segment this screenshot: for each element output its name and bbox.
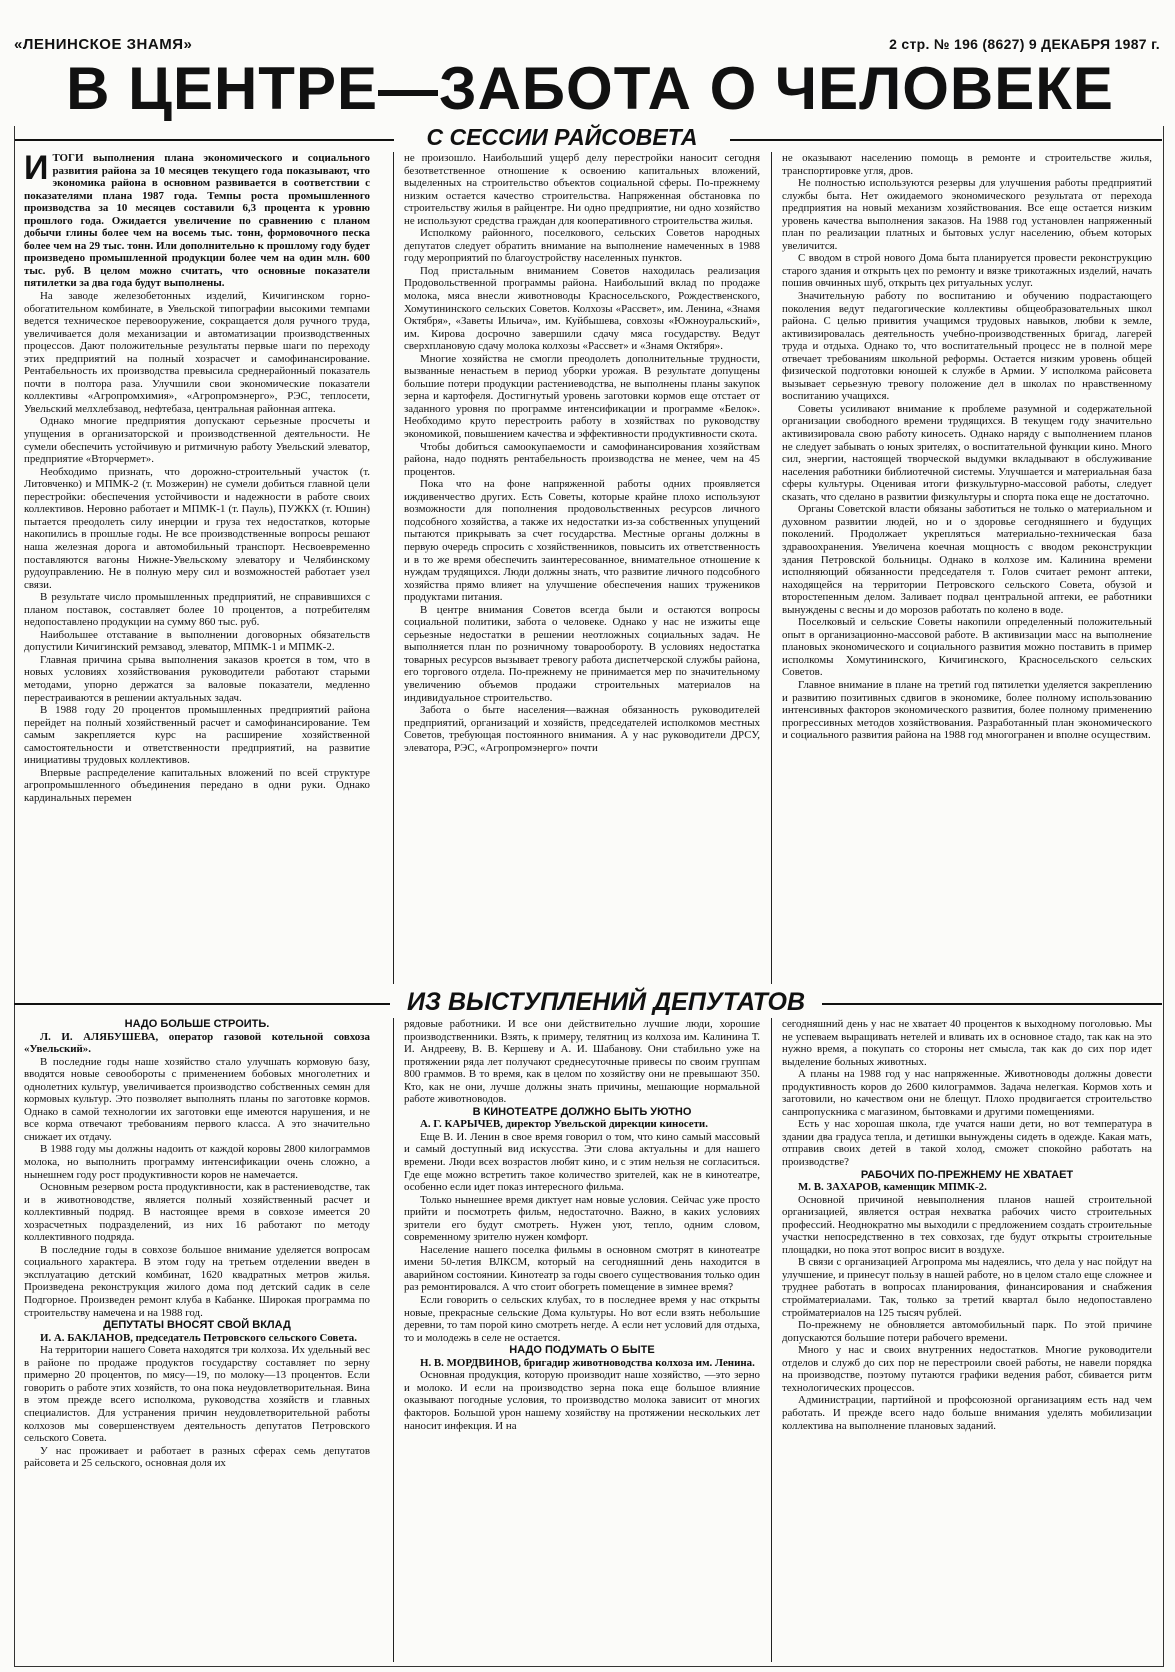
paragraph: не оказывают населению помощь в ремонте и строительстве жилья, транспортировке угля, дров.	[782, 152, 1152, 177]
paragraph: На территории нашего Совета находятся три колхоза. Их удельный вес в районе по продаже продуктов государству составляет по зерну примерно 20 процентов, по мясу—19, по молоку—13 процентов. Если говорить о работе этих хозяйств, то она пока неудовлетворительная. Вина в этом прежде всего исполкома, руководства хозяйств и главных специалистов. Для устранения причин неудовлетворительной работы колхозов мы совершенствуем деятельность депутатов Петровского сельского Совета.	[24, 1344, 370, 1445]
paragraph: Значительную работу по воспитанию и обучению подрастающего поколения ведут педагогические коллективы общеобразовательных школ района. С целью привития учащимся трудовых навыков, любви к земле, активизировалась деятельность учебно-производственных бригад, лагерей труда и отдыха. Однако то, что воспитательный процесс не в полной мере отвечает требованиям школьной реформы. Остается низким уровень общей физической подготовки юношей к службе в Армии. У исполкома райсовета вызывает серьезную тревогу положение дел в школах по нравственному воспитанию учащихся.	[782, 290, 1152, 403]
column-divider	[393, 1018, 394, 1662]
page-headline: В ЦЕНТРЕ—ЗАБОТА О ЧЕЛОВЕКЕ	[66, 55, 1114, 122]
paragraph: Главное внимание в плане на третий год пятилетки уделяется закреплению и развитию позитивных сдвигов в экономике, более полному использованию интенсивных факторов экономического развития, более полному применению прогрессивных методов хозяйствования. Разработанный план экономического и социального развития района на 1988 год многогранен и вполне осуществим.	[782, 678, 1152, 742]
paragraph: Наибольшее отставание в выполнении договорных обязательств допустили Кичигинский ремзавод, элеватор, МПМК-1 и МПМК-2.	[24, 628, 370, 654]
paragraph: В 1988 году мы должны надоить от каждой коровы 2800 килограммов молока, но выполнить программу интенсификации очень сложно, а нынешнем году рост продуктивности коров не намечается.	[24, 1143, 370, 1181]
speaker-byline: Л. И. АЛЯБУШЕВА, оператор газовой котельной совхоза «Увельский».	[24, 1030, 370, 1056]
paragraph: сегодняшний день у нас не хватает 40 процентов к выходному поголовью. Мы не успеваем выращивать нетелей и вливать их в основное стадо, так как на это нужно время, а покупать со стороны нет смысла, так как до сих пор идет выделение больных животных.	[782, 1018, 1152, 1068]
paragraph: Забота о быте населения—важная обязанность руководителей предприятий, организаций и хозяйств, председателей исполкомов местных Советов, требующая постоянного внимания. А у нас руководители ДРСУ, элеватора, РЭС, «Агропромэнерго» почти	[404, 704, 760, 754]
column-divider	[393, 152, 394, 984]
rubric-session: С СЕССИИ РАЙСОВЕТА	[426, 124, 698, 150]
session-column-2	[404, 152, 760, 984]
subheading: НАДО ПОДУМАТЬ О БЫТЕ	[509, 1344, 655, 1357]
paragraph: Основным резервом роста продуктивности, как в растениеводстве, так и в животноводстве, является полный хозяйственный расчет и коллективный подряд. В настоящее время в совхозе имеется 20 хозрасчетных подразделений, из них 16 работают по методу коллективного подряда.	[24, 1181, 370, 1244]
column-divider	[771, 1018, 772, 1662]
paragraph: Много у нас и своих внутренних недостатков. Многие руководители отделов и служб до сих пор не перестроили своей работы, не навели порядка на производстве, поэтому путаются графики ведения работ, сбивается ритм технологических процессов.	[782, 1344, 1152, 1394]
speaker-byline: И. А. БАКЛАНОВ, председатель Петровского сельского Совета.	[40, 1331, 357, 1344]
paragraph: В результате число промышленных предприятий, не справившихся с планом поставок, составляет более 10 процентов, а потребителям недопоставлено продукции на сумму 860 тыс. руб.	[24, 591, 370, 629]
paragraph: Поселковый и сельские Советы накопили определенный положительный опыт в организационно-массовой работе. В активизации масс на выполнение плановых экономического и социального развития можно поставить в пример исполкомы Хомутининского, Кичигинского, Красносельского сельских Советов.	[782, 616, 1152, 679]
speaker-byline: А. Г. КАРЫЧЕВ, директор Увельской дирекции киносети.	[420, 1118, 708, 1131]
paragraph: На заводе железобетонных изделий, Кичигинском горно-обогатительном комбинате, в Увельской типографии высокими темпами ведется техническое перевооружение, сокращается доля ручного труда, увеличивается доля механизации и автоматизации производственных процессов. Дают положительные результаты первые шаги по переходу этих предприятий на полный хозрасчет и самофинансирование. Рентабельность их производства превысила среднерайонный показатель почти в полтора раза. Улучшили свои экономические показатели коллективы «Агропромхимия», «Агропромэнерго», РЭС, теплосети, Увельский мелхлебзавод, нефтебаза, центральная районная аптека.	[24, 290, 370, 415]
paragraph: Чтобы добиться самоокупаемости и самофинансирования хозяйствам района, надо поднять рентабельность производства не менее, чем на 45 процентов.	[404, 440, 760, 478]
session-column-3	[782, 152, 1152, 984]
paragraph: Впервые распределение капитальных вложений по всей структуре агропромышленного объединения передано в одни руки. Однако кардинальных перемен	[24, 766, 370, 804]
paragraph: Под пристальным вниманием Советов находилась реализация Продовольственной программы района. Наибольший вклад по продаже молока, мяса внесли животноводы Красносельского, Рождественского, Хомутининского сельских Советов. Колхозы «Рассвет», им. Ленина, «Знамя Октября», «Заветы Ильича», им. Куйбышева, совхозы «Южноуральский», им. Кирова досрочно завершили сдачу мяса государству. Ведут сверхплановую сдачу молока колхозы «Рассвет» и «Знамя Октября».	[404, 264, 760, 353]
paragraph: А планы на 1988 год у нас напряженные. Животноводы должны довести продуктивность коров до 2600 килограммов. Задача нелегкая. Кормов хоть и заготовили, но качеством они не блещут. Плохо продвигается строительство санпропускника с магазином, бытовками и другими помещениями.	[782, 1068, 1152, 1118]
subheading: В КИНОТЕАТРЕ ДОЛЖНО БЫТЬ УЮТНО	[472, 1105, 692, 1118]
paragraph: Необходимо признать, что дорожно-строительный участок (т. Литовченко) и МПМК-2 (т. Мозжерин) не сумели добиться главной цели перестройки: обеспечения устойчивости и надежности в работе своих коллективов. Неровно работает и МПМК-1 (т. Пауль), ПУЖКХ (т. Юшин) пытается преодолеть силу инерции и груза тех недостатков, которые накопились в прошлые годы. Не все производственные вопросы решают наша железная дорога и автомобильный транспорт. Несвоевременно поставляются вагоны Нижне-Увельскому элеватору и Челябинскому рудоуправлению. Не в полную меру сил и возможностей работает узел связи.	[24, 465, 370, 591]
paragraph: Главная причина срыва выполнения заказов кроется в том, что в новых условиях хозяйствования руководители работают старыми методами, упорно держатся за валовые показатели, медленно перестраиваются в решении актуальных задач.	[24, 653, 370, 704]
rubric-rule-right	[822, 1003, 1162, 1005]
session-column-1	[24, 152, 370, 984]
subheading: НАДО БОЛЬШЕ СТРОИТЬ.	[124, 1018, 270, 1030]
paragraph: Население нашего поселка фильмы в основном смотрят в кинотеатре имени 50-летия ВЛКСМ, который на сегодняшний день находится в аварийном состоянии. Кинотеатр за годы своего существования только один раз ремонтировался. А что стоит обогреть помещение в зимнее время?	[404, 1243, 760, 1294]
paragraph: Администрации, партийной и профсоюзной организациям есть над чем работать. И прежде всего надо больше внимания уделять мобилизации коллектива на выполнение плановых заданий.	[782, 1394, 1152, 1432]
lead-paragraph: ИТОГИ выполнения плана экономического и социального развития района за 10 месяцев текущего года показывают, что экономика района в основном развивается в соответствии с показателями плана 1987 года. Темпы роста промышленного производства за 10 месяцев составили 6,3 процента к уровню прошлого года. Ожидается увеличение по сравнению с планом добычи глины более чем на восемь тыс. тонн, формовочного песка более чем на 29 тыс. тонн. Или дополнительно к прошлому году будет произведено промышленной продукции более чем на один млн. 600 тыс. руб. В целом можно считать, что основные показатели пятилетки за два года будут выполнены.	[24, 152, 370, 290]
paragraph: Исполкому районного, поселкового, сельских Советов народных депутатов следует обратить внимание на выполнение намеченных в 1988 году мероприятий по благоустройству населенных пунктов.	[404, 227, 760, 265]
rubric-deputies: ИЗ ВЫСТУПЛЕНИЙ ДЕПУТАТОВ	[406, 988, 806, 1016]
paragraph: Основной причиной невыполнения планов нашей строительной организацией, является острая нехватка рабочих чисто строительных профессий. Неоднократно мы выходили с предложением создать строительные участки непосредственно в тех совхозах, где будут открыты строительные площадки, но пока этот вопрос висит в воздухе.	[782, 1193, 1152, 1256]
paragraph: Советы усиливают внимание к проблеме разумной и содержательной организации свободного времени трудящихся. В текущем году значительно активизировала свою работу киносеть. Однако наряду с выполнением планов не следует забывать о юных зрителях, о воспитательной функции кино. Много сил, энергии, настоящей творческой выдумки вкладывают в обслуживание населения работники библиотечной системы. Улучшается и материальная база сферы культуры. Оценивая итоги физкультурно-массовой работы, следует сказать, что сделано в развитии физкультуры и спорта пока еще не достаточно.	[782, 402, 1152, 503]
dropcap: И	[24, 152, 49, 187]
speaker-byline: М. В. ЗАХАРОВ, каменщик МПМК-2.	[798, 1181, 987, 1194]
paragraph: Многие хозяйства не смогли преодолеть дополнительные трудности, вызванные ненастьем в период уборки урожая. В результате допущены большие потери продукции растениеводства, не выполнены планы закупок зерна и картофеля. Достигнутый уровень заготовки кормов еще отстает от заданного уровня по программе интенсификации и программе «Белок». Необходимо круто перестроить работу в хозяйствах по руководству экономикой, повышением качества и эффективности продуктивности скота.	[404, 352, 760, 441]
newspaper-name: «ЛЕНИНСКОЕ ЗНАМЯ»	[14, 36, 193, 53]
paragraph: Основная продукция, которую производит наше хозяйство, —это зерно и молоко. И если на производство зерна пока еще большое влияние оказывают погодные условия, то производство молока зависит от многих факторов. Большой урон нашему хозяйству на протяжении нескольких лет наносит инфекция. И на	[404, 1369, 760, 1432]
paragraph: рядовые работники. И все они действительно лучшие люди, хорошие производственники. Взять, к примеру, телятниц из колхоза им. Калинина Т. И. Андрееву, В. В. Кершеву и А. И. Шабанову. Они стабильно уже на протяжении ряда лет получают среднесуточные привесы по своим группам 800 граммов. В то время, как в целом по хозяйству они не превышают 350. Кто, как не они, лучше должны знать причины, мешающие нормальной работе животноводов.	[404, 1018, 760, 1106]
speaker-byline: Н. В. МОРДВИНОВ, бригадир животноводства колхоза им. Ленина.	[420, 1356, 755, 1369]
paragraph: В последние годы наше хозяйство стало улучшать кормовую базу, вводятся новые севообороты с применением бобовых многолетних и однолетних культур, увеличивается производство собственных семян для кормовых культур. Это позволяет выполнять планы по заготовке кормов. Однако в самой технологии их заготовки еще имеются нарушения, и не все корма отвечают требованиям первого класса. А это значительно снижает их отдачу.	[24, 1055, 370, 1143]
paragraph: В 1988 году 20 процентов промышленных предприятий района перейдет на полный хозяйственный расчет и самофинансирование. Тем самым закрепляется курс на расширение хозяйственной самостоятельности и ответственности предприятий, на развитие инициативы трудовых коллективов.	[24, 704, 370, 767]
paragraph: Не полностью используются резервы для улучшения работы предприятий службы быта. Нет ожидаемого экономического результата от перехода предприятия на новый механизм хозяйствования. Все еще остается низким уровень качества выполнения заказов. На 1988 год установлен напряженный план по реализации платных и бытовых услуг населению, объем которых увеличится.	[782, 177, 1152, 252]
issue-info: 2 стр. № 196 (8627) 9 ДЕКАБРЯ 1987 г.	[889, 36, 1160, 52]
paragraph: Только нынешнее время диктует нам новые условия. Сейчас уже просто прийти и посмотреть фильм, недостаточно. Важно, в каких условиях зрители его будут смотреть. Нужен уют, тепло, одним словом, современному зрителю нужен комфорт.	[404, 1193, 760, 1244]
paragraph: Однако многие предприятия допускают серьезные просчеты и упущения в организаторской и производственной деятельности. Не сумели обеспечить устойчивую и ритмичную работу Увельский элеватор, предприятие «Вторчермет».	[24, 415, 370, 466]
paragraph: Пока что на фоне напряженной работы одних проявляется иждивенчество других. Есть Советы, которые крайне плохо используют возможности для пополнения продовольственных ресурсов личного подсобного хозяйства, а также их недостатки из-за собственных упущений пытаются прикрывать за счет государства. Местные органы должны в первую очередь спросить с хозяйственников, повысить их ответственность и в то же время обеспечить заинтересованное, внимательное отношение к нуждам трудящихся. Люди должны знать, что развитие личного подсобного хозяйства прямо влияет на улучшение обеспечения наших тружеников продуктами питания.	[404, 478, 760, 604]
paragraph: Если говорить о сельских клубах, то в последнее время у нас открыты новые, прекрасные сельские Дома культуры. Но вот если взять небольшие деревни, то там порой кино смотреть негде. А если нет условий для отдыха, то и молодежь в селе не остается.	[404, 1294, 760, 1344]
paragraph: В связи с организацией Агропрома мы надеялись, что дела у нас пойдут на улучшение, и принесут пользу в нашей работе, но в целом стало еще сложнее и труднее работать в вопросах планирования, финансирования и снабжения стройматериалами. Так, только за третий квартал было недопоставлено стройматериалов на 125 тысяч рублей.	[782, 1256, 1152, 1319]
paragraph: С вводом в строй нового Дома быта планируется провести реконструкцию старого здания и открыть цех по ремонту и вязке трикотажных изделий, начать пошив овчинных шуб, открыть цех ритуальных услуг.	[782, 252, 1152, 290]
paragraph: В последние годы в совхозе большое внимание уделяется вопросам социального характера. В этом году на третьем отделении введен в эксплуатацию детский комбинат, 1620 квадратных метров жилья. Произведена реконструкция жилого дома под детский садик в селе Подгорное. Произведен ремонт клуба в Кабанке. Широкая программа по строительству намечена и на 1988 год.	[24, 1243, 370, 1319]
paragraph: не произошло. Наибольший ущерб делу перестройки наносит сегодня безответственное отношение к освоению капитальных вложений, выделенных на строительство объектов социальной сферы. По-прежнему низким остается качество строительства. Напряженная обстановка по строительству жилья в райцентре. Ни одно предприятие, ни одно хозяйство не используют средства граждан для кооперативного строительства жилья.	[404, 152, 760, 227]
paragraph: У нас проживает и работает в разных сферах семь депутатов райсовета и 25 сельского, основная доля их	[24, 1444, 370, 1470]
masthead	[14, 36, 1160, 56]
deputies-column-1	[24, 1018, 370, 1662]
rubric-rule-left	[14, 1003, 390, 1005]
paragraph: Есть у нас хорошая школа, где учатся наши дети, но вот температура в здании два градуса тепла, и детишки вынуждены сидеть в одежде. Какая мать, отправив своих детей в такой холод, сможет спокойно работать на производстве?	[782, 1118, 1152, 1169]
deputies-column-3	[782, 1018, 1152, 1662]
paragraph: Органы Советской власти обязаны заботиться не только о материальном и духовном развитии людей, но и о здоровье сегодняшнего и будущих поколений. Продолжает укрепляться материально-техническая база здравоохранения. Увеличена коечная мощность с вводом реконструкции здания Петровской больницы. Однако в колхозе им. Калинина времени исполняющий обязанности председателя т. Голов считает ремонт аптеки, находящейся на территории Петровского сельского Совета, обузой и второстепенным делом. Заливает подвал центральной аптеки, ее работники вынуждены с весны и до морозов работать по колено в воде.	[782, 503, 1152, 616]
paragraph: В центре внимания Советов всегда были и остаются вопросы социальной политики, забота о человеке. Однако у нас не изжиты еще серьезные недостатки в решении неотложных социальных задач. Не выполняется план по розничному товарообороту. В условиях недостатка товарных ресурсов вызывает тревогу работа диспетчерской службы района, его торгового отдела. По-прежнему не принимается мер по значительному увеличению объемов продажи строительных материалов на индивидуальное строительство.	[404, 603, 760, 704]
column-divider	[771, 152, 772, 984]
deputies-column-2	[404, 1018, 760, 1662]
paragraph: Еще В. И. Ленин в свое время говорил о том, что кино самый массовый и самый доступный вид искусства. Эти слова актуальны и для нашего времени. Люди всех возрастов любят кино, и с этим нельзя не согласиться. Где еще можно встретить такое количество зрителей, как не в кинотеатре, особенно если идет показ интересного фильма.	[404, 1130, 760, 1194]
paragraph: По-прежнему не обновляется автомобильный парк. По этой причине допускаются большие потери рабочего времени.	[782, 1319, 1152, 1344]
subheading: ДЕПУТАТЫ ВНОСЯТ СВОЙ ВКЛАД	[103, 1319, 291, 1332]
subheading: РАБОЧИХ ПО-ПРЕЖНЕМУ НЕ ХВАТАЕТ	[860, 1168, 1074, 1181]
